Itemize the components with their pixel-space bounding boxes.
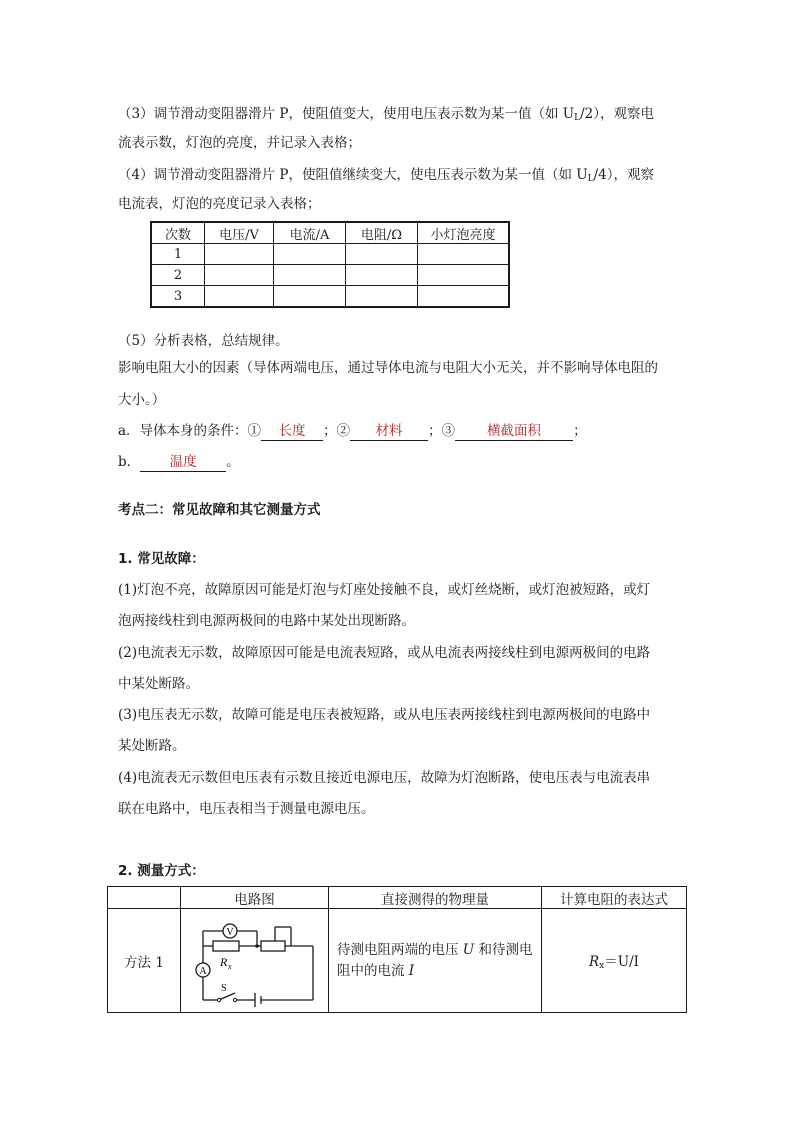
faults-heading: 1. 常见故障： [118, 551, 205, 567]
step3-line2: 流表示数，灯泡的亮度，并记录入表格； [118, 135, 361, 151]
col-header-voltage: 电压/V [205, 222, 274, 244]
voltmeter-label: V [225, 926, 234, 938]
fault1-line2: 泡两接线柱到电源两极间的电路中某处出现断路。 [118, 613, 415, 629]
row-number: 3 [151, 286, 205, 308]
col-header-measured: 直接测得的物理量 [329, 887, 542, 909]
rheostat [261, 941, 285, 951]
row-number: 1 [151, 244, 205, 265]
step3-line1: （3）调节滑动变阻器滑片 P，使阻值变大，使用电压表示数为某一值（如 $U_L/2$），观察电 [118, 106, 655, 123]
section-title: 考点二：常见故障和其它测量方式 [118, 502, 321, 518]
fault4-line2: 联在电路中，电压表相当于测量电源电压。 [118, 801, 375, 817]
step4-line1: （4）调节滑动变阻器滑片 P，使阻值继续变大，使电压表示数为某一值（如 $U_L/4$），观察 [118, 167, 655, 184]
measure-heading: 2. 测量方式： [118, 863, 205, 879]
table-cell [346, 244, 418, 265]
table-row [108, 909, 687, 1013]
fault2-line2: 中某处断路。 [118, 676, 199, 692]
switch-pivot [217, 998, 220, 1001]
resistor-rx [213, 941, 239, 951]
table-cell [418, 286, 510, 308]
table-cell [346, 265, 418, 286]
method-label: 方法 1 [108, 909, 181, 1013]
record-table [150, 221, 510, 308]
table-cell [274, 265, 346, 286]
method-table-header [108, 887, 687, 909]
fault1-line1: (1)灯泡不亮，故障原因可能是灯泡与灯座处接触不良，或灯丝烧断，或灯泡被短路，或灯 [118, 582, 651, 598]
switch-contact [233, 998, 236, 1001]
fill-length: 长度 [261, 423, 323, 441]
switch-blade [219, 993, 235, 1000]
table-cell [205, 244, 274, 265]
measured-quantities: 待测电阻两端的电压 U 和待测电阻中的电流 I [329, 909, 542, 1013]
table-cell [346, 286, 418, 308]
resistor-label: R [219, 954, 227, 969]
table-cell [418, 244, 510, 265]
fault4-line1: (4)电流表无示数但电压表有示数且接近电源电压，故障为灯泡断路，使电压表与电流表串 [118, 770, 651, 786]
circuit-diagram [195, 915, 315, 1007]
col-header-blank [108, 887, 181, 909]
factors-intro-line1: 影响电阻大小的因素（导体两端电压，通过导体电流与电阻大小无关，并不影响导体电阻的 [118, 360, 658, 376]
table-row [151, 286, 509, 308]
table-cell [274, 286, 346, 308]
formula-cell: $R_x=U/I$ [542, 909, 687, 1013]
circuit-cell [181, 909, 329, 1013]
col-header-resistance: 电阻/Ω [346, 222, 418, 244]
factor-b-line: b． 温度 。 [118, 454, 240, 470]
step4-line2: 电流表，灯泡的亮度记录入表格； [118, 196, 321, 212]
fill-material: 材料 [350, 423, 428, 441]
junction-dot [255, 944, 259, 948]
table-row [151, 265, 509, 286]
col-header-count: 次数 [151, 222, 205, 244]
switch-label: S [220, 982, 227, 994]
factor-a-line: a．导体本身的条件：① 长度 ；② 材料 ；③ 横截面积 ； [118, 423, 587, 439]
col-header-current: 电流/A [274, 222, 346, 244]
row-number: 2 [151, 265, 205, 286]
resistor-label-sub: x [227, 961, 232, 971]
ammeter-label: A [198, 965, 207, 977]
fill-cross-section: 横截面积 [455, 423, 573, 441]
col-header-brightness: 小灯泡亮度 [418, 222, 510, 244]
step5: （5）分析表格，总结规律。 [118, 333, 289, 349]
fault3-line1: (3)电压表无示数，故障可能是电压表被短路，或从电压表两接线柱到电源两极间的电路中 [118, 707, 651, 723]
method-table [107, 886, 687, 1013]
col-header-circuit: 电路图 [181, 887, 329, 909]
table-cell [418, 265, 510, 286]
fault3-line2: 某处断路。 [118, 738, 186, 754]
table-row [151, 244, 509, 265]
table-cell [205, 265, 274, 286]
table-cell [205, 286, 274, 308]
factors-intro-line2: 大小。） [118, 392, 166, 408]
fill-temperature: 温度 [140, 454, 226, 472]
record-table-header [151, 222, 509, 244]
table-cell [274, 244, 346, 265]
fault2-line1: (2)电流表无示数，故障原因可能是电流表短路，或从电流表两接线柱到电源两极间的电路 [118, 645, 651, 661]
col-header-formula: 计算电阻的表达式 [542, 887, 687, 909]
